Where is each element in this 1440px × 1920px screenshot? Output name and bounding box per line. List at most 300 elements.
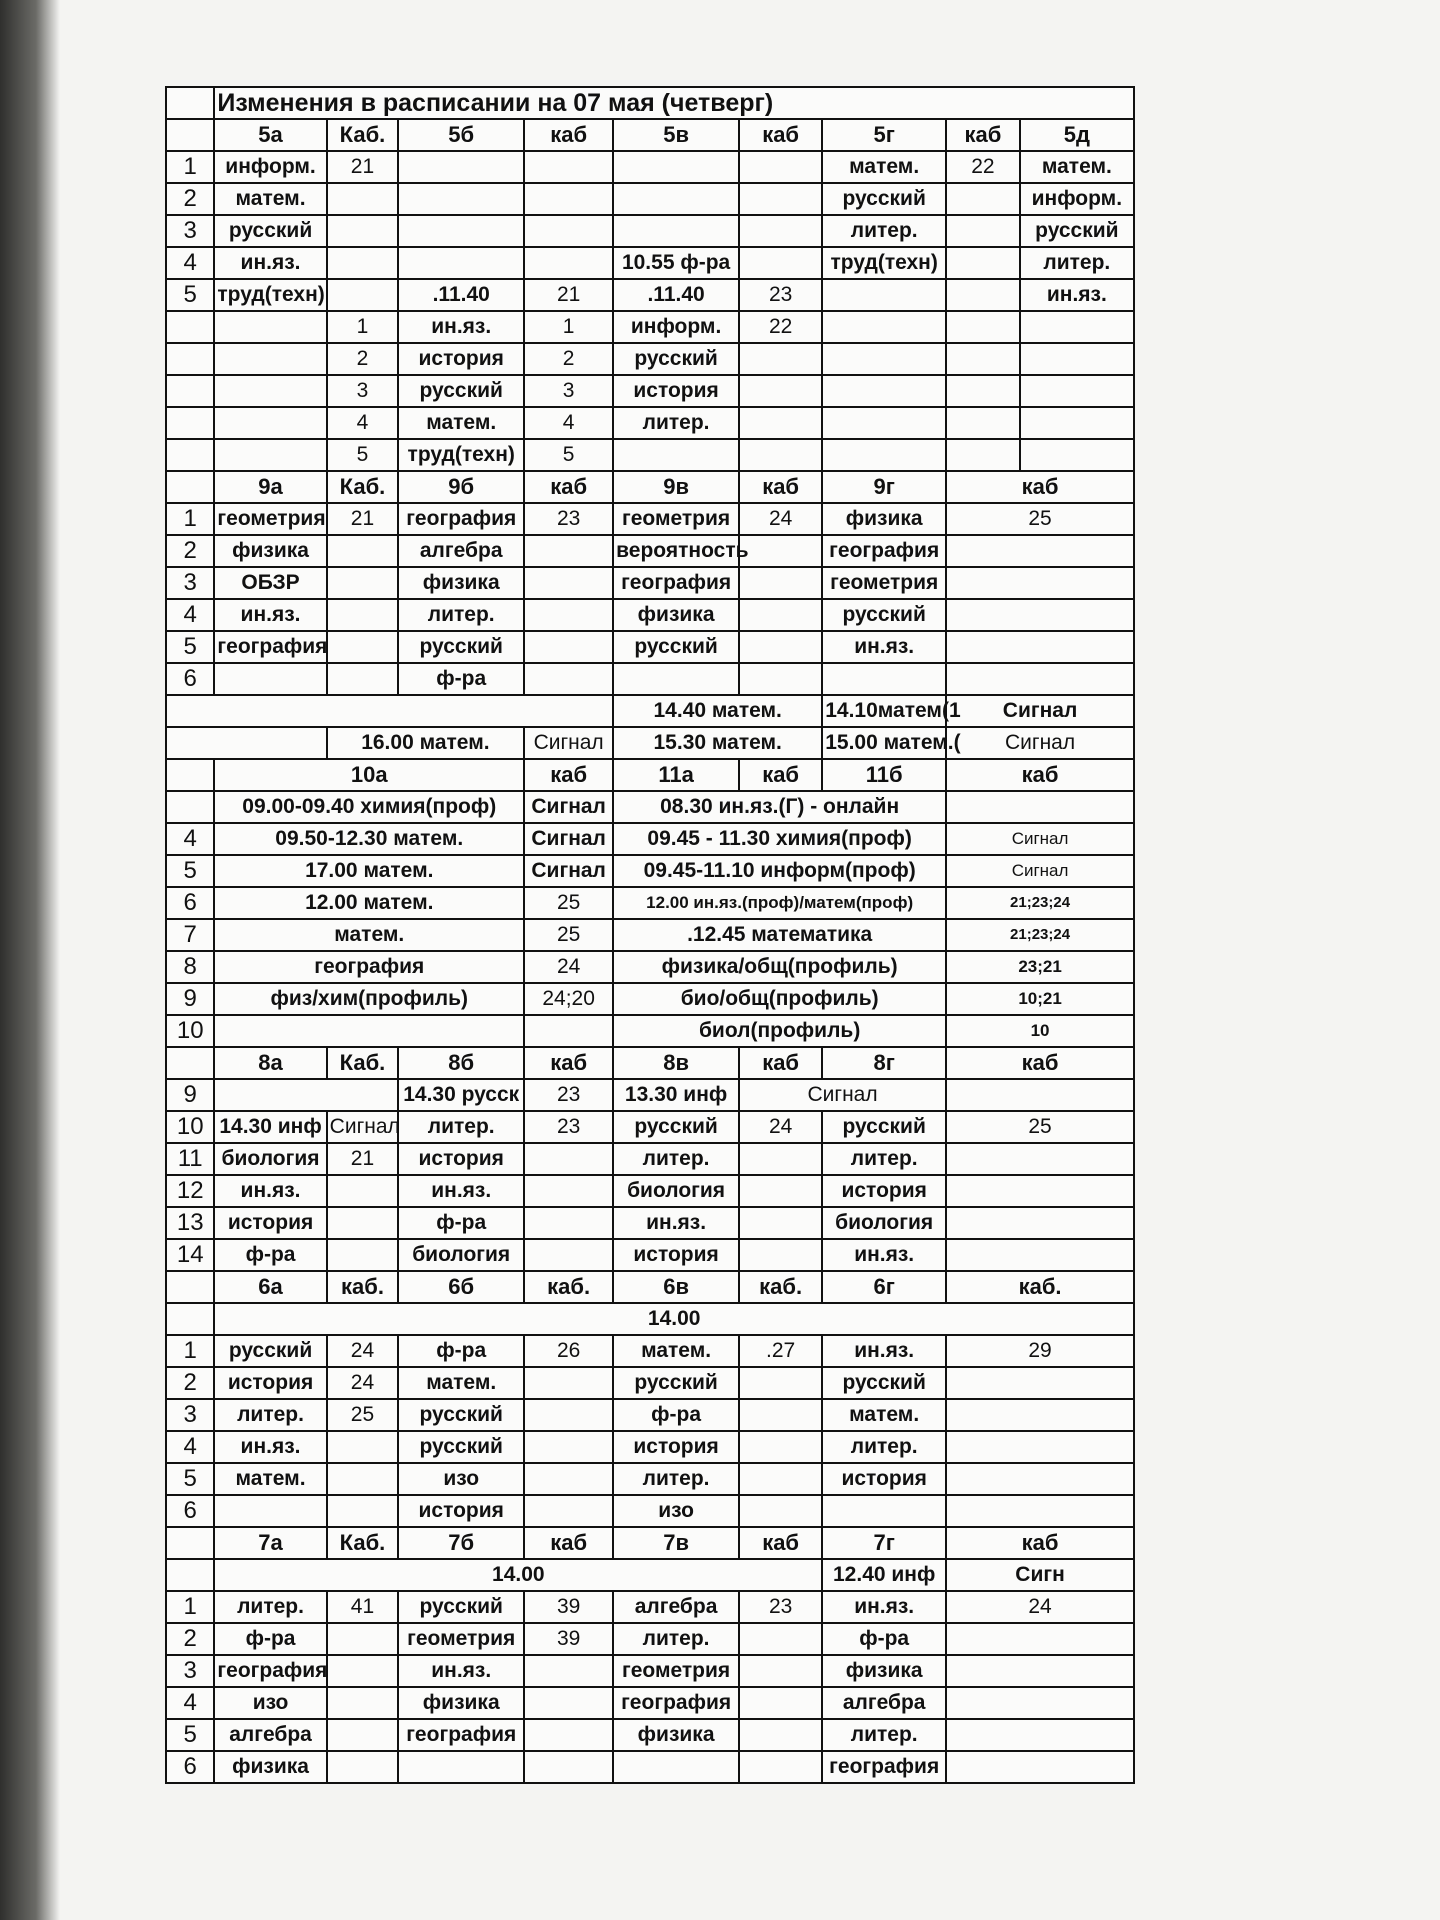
table-cell (946, 343, 1020, 375)
table-cell (327, 663, 399, 695)
table-cell: ин.яз. (398, 1175, 524, 1207)
table-cell (327, 215, 399, 247)
start-time: 14.00 (214, 1303, 1134, 1335)
lesson-row (166, 1399, 1134, 1431)
table-cell (946, 407, 1020, 439)
table-cell (946, 1495, 1134, 1527)
table-cell: литер. (613, 1463, 739, 1495)
header-row-5 (166, 119, 1134, 151)
table-cell: труд(техн) (398, 439, 524, 471)
table-cell: русский (398, 631, 524, 663)
table-cell: литер. (398, 599, 524, 631)
lesson-row (166, 215, 1134, 247)
table-cell (946, 1399, 1134, 1431)
table-cell: алгебра (822, 1687, 946, 1719)
table-cell: география (822, 535, 946, 567)
lesson-row (166, 567, 1134, 599)
lesson-row (166, 631, 1134, 663)
column-header: 8г (822, 1047, 946, 1079)
table-cell (946, 663, 1134, 695)
table-cell (398, 151, 524, 183)
extra-row (166, 695, 1134, 727)
table-cell (946, 1687, 1134, 1719)
column-header: 6б (398, 1271, 524, 1303)
table-cell (946, 183, 1020, 215)
table-cell (946, 1367, 1134, 1399)
table-cell: история (822, 1463, 946, 1495)
table-cell: ин.яз. (822, 1239, 946, 1271)
table-cell (739, 1399, 822, 1431)
table-cell (524, 567, 613, 599)
table-cell: 1 (327, 311, 399, 343)
table-cell: история (613, 1239, 739, 1271)
table-cell (822, 407, 946, 439)
lesson-number: 1 (166, 151, 214, 183)
table-cell: физика (613, 1719, 739, 1751)
table-cell (524, 1751, 613, 1783)
table-cell: литер. (613, 407, 739, 439)
lesson-row (166, 311, 1134, 343)
column-header: каб (524, 119, 613, 151)
table-cell: литер. (822, 215, 946, 247)
column-header: каб (739, 759, 822, 791)
lesson-number: 2 (166, 183, 214, 215)
table-cell: 2 (524, 343, 613, 375)
table-cell: геометрия (822, 567, 946, 599)
table-cell (822, 311, 946, 343)
table-cell (946, 1079, 1134, 1111)
table-cell (739, 599, 822, 631)
column-header: 5д (1020, 119, 1134, 151)
column-header: каб (524, 1047, 613, 1079)
table-cell (524, 1655, 613, 1687)
lesson-number: 5 (166, 1719, 214, 1751)
table-cell (946, 247, 1020, 279)
table-cell: литер. (822, 1719, 946, 1751)
table-cell: 23 (524, 1079, 613, 1111)
table-cell: изо (398, 1463, 524, 1495)
table-cell: ин.яз. (822, 631, 946, 663)
table-cell: матем. (398, 407, 524, 439)
column-header: 6г (822, 1271, 946, 1303)
lesson-row (166, 247, 1134, 279)
table-cell: литер. (822, 1431, 946, 1463)
table-cell: физика/общ(профиль) (613, 951, 946, 983)
lesson-row (166, 535, 1134, 567)
table-cell (739, 183, 822, 215)
table-cell (327, 183, 399, 215)
table-cell (524, 183, 613, 215)
table-cell (946, 439, 1020, 471)
table-cell: 23 (739, 279, 822, 311)
table-cell (739, 151, 822, 183)
table-cell (946, 1719, 1134, 1751)
table-cell: 09.45 - 11.30 химия(проф) (613, 823, 946, 855)
table-cell: ин.яз. (398, 311, 524, 343)
lesson-row (166, 1175, 1134, 1207)
table-cell: ф-ра (613, 1399, 739, 1431)
paper-edge-shadow (0, 0, 60, 1920)
lesson-number (166, 375, 214, 407)
table-cell: геометрия (214, 503, 326, 535)
column-header: 7в (613, 1527, 739, 1559)
corner-cell (166, 119, 214, 151)
corner-cell (166, 1559, 214, 1591)
column-header: 8в (613, 1047, 739, 1079)
lesson-row (166, 599, 1134, 631)
table-cell: 1 (524, 311, 613, 343)
table-cell: Сигнал (946, 855, 1134, 887)
table-cell (524, 247, 613, 279)
table-cell: история (613, 375, 739, 407)
table-cell: ф-ра (214, 1623, 326, 1655)
table-cell: 5 (327, 439, 399, 471)
table-cell (327, 599, 399, 631)
table-cell (739, 1687, 822, 1719)
table-cell: русский (613, 1367, 739, 1399)
table-cell: история (398, 1495, 524, 1527)
column-header: каб (946, 1527, 1134, 1559)
table-cell (524, 535, 613, 567)
column-header: 9б (398, 471, 524, 503)
table-cell (739, 567, 822, 599)
lesson-number: 9 (166, 983, 214, 1015)
table-cell: 23 (739, 1591, 822, 1623)
lesson-number: 13 (166, 1207, 214, 1239)
table-cell: биол(профиль) (613, 1015, 946, 1047)
table-cell: физика (613, 599, 739, 631)
table-cell: матем. (822, 151, 946, 183)
table-cell: ф-ра (822, 1623, 946, 1655)
table-cell: матем. (214, 919, 524, 951)
table-cell: геометрия (398, 1623, 524, 1655)
lesson-number: 5 (166, 631, 214, 663)
table-cell: .11.40 (613, 279, 739, 311)
table-cell (739, 1239, 822, 1271)
column-header: 5г (822, 119, 946, 151)
table-cell: русский (613, 343, 739, 375)
lesson-row (166, 279, 1134, 311)
table-cell: информ. (214, 151, 326, 183)
lesson-row (166, 1591, 1134, 1623)
time-row (166, 1559, 1134, 1591)
table-cell: ин.яз. (398, 1655, 524, 1687)
table-cell (739, 1623, 822, 1655)
table-cell (739, 1143, 822, 1175)
lesson-row (166, 1207, 1134, 1239)
table-cell: Сигнал (524, 823, 613, 855)
table-cell (739, 1655, 822, 1687)
table-cell: русский (398, 375, 524, 407)
table-cell: биология (822, 1207, 946, 1239)
lesson-number (166, 311, 214, 343)
table-cell (946, 1623, 1134, 1655)
table-cell (327, 1431, 399, 1463)
lesson-number (166, 343, 214, 375)
table-cell: 08.30 ин.яз.(Г) - онлайн (613, 791, 946, 823)
table-cell (822, 1495, 946, 1527)
table-cell (214, 343, 326, 375)
table-cell: 21 (327, 151, 399, 183)
lesson-number (166, 791, 214, 823)
lesson-number: 2 (166, 1367, 214, 1399)
table-cell: 25 (946, 503, 1134, 535)
corner-cell (166, 1047, 214, 1079)
table-cell: матем. (613, 1335, 739, 1367)
table-cell (1020, 439, 1134, 471)
table-cell (524, 1367, 613, 1399)
table-cell: ф-ра (398, 663, 524, 695)
table-cell: география (214, 631, 326, 663)
table-cell: Сигнал (946, 823, 1134, 855)
table-cell (946, 1239, 1134, 1271)
table-cell: русский (613, 631, 739, 663)
lesson-number: 1 (166, 1335, 214, 1367)
table-cell (739, 1207, 822, 1239)
table-cell: 10 (946, 1015, 1134, 1047)
lesson-row (166, 343, 1134, 375)
table-cell (214, 1015, 524, 1047)
table-cell: география (398, 1719, 524, 1751)
corner-cell (166, 1303, 214, 1335)
table-cell: 24 (946, 1591, 1134, 1623)
table-cell: 12.00 ин.яз.(проф)/матем(проф) (613, 887, 946, 919)
table-cell: ф-ра (398, 1207, 524, 1239)
table-cell: ин.яз. (613, 1207, 739, 1239)
table-cell (1020, 343, 1134, 375)
table-cell (946, 631, 1134, 663)
table-cell: 25 (524, 887, 613, 919)
table-cell (946, 1175, 1134, 1207)
table-cell (739, 663, 822, 695)
table-cell (524, 1431, 613, 1463)
table-cell (327, 1655, 399, 1687)
table-cell: 14.30 русск (398, 1079, 524, 1111)
column-header: каб. (524, 1271, 613, 1303)
lesson-number: 3 (166, 1655, 214, 1687)
table-cell (739, 1463, 822, 1495)
corner-cell (166, 471, 214, 503)
table-cell: 15.30 матем. (613, 727, 822, 759)
table-cell: история (822, 1175, 946, 1207)
table-cell: ин.яз. (1020, 279, 1134, 311)
table-cell: 12.00 матем. (214, 887, 524, 919)
lesson-number: 11 (166, 1143, 214, 1175)
table-cell: 24 (739, 1111, 822, 1143)
table-cell: ин.яз. (214, 599, 326, 631)
table-cell: 23;21 (946, 951, 1134, 983)
table-cell (327, 1623, 399, 1655)
table-cell (739, 343, 822, 375)
table-cell (739, 631, 822, 663)
table-cell: 39 (524, 1591, 613, 1623)
column-header: 8б (398, 1047, 524, 1079)
lesson-row (166, 1751, 1134, 1783)
lesson-row (166, 951, 1134, 983)
schedule-sheet (165, 86, 1135, 1784)
table-cell: русский (822, 1111, 946, 1143)
table-cell (398, 1751, 524, 1783)
table-cell (524, 1399, 613, 1431)
table-cell: 3 (524, 375, 613, 407)
table-cell (822, 439, 946, 471)
column-header: 11б (822, 759, 946, 791)
table-cell: литер. (214, 1399, 326, 1431)
table-cell (214, 663, 326, 695)
table-cell (946, 1655, 1134, 1687)
column-header: каб (739, 119, 822, 151)
table-cell: ф-ра (398, 1335, 524, 1367)
table-cell (524, 599, 613, 631)
column-header: 5б (398, 119, 524, 151)
table-cell: физика (214, 1751, 326, 1783)
table-cell: Сигнал (524, 727, 613, 759)
table-cell: литер. (1020, 247, 1134, 279)
table-cell (946, 1431, 1134, 1463)
table-cell: 4 (327, 407, 399, 439)
table-cell (739, 1367, 822, 1399)
lesson-row (166, 1431, 1134, 1463)
lesson-number: 4 (166, 1431, 214, 1463)
lesson-row (166, 1655, 1134, 1687)
table-cell: 22 (739, 311, 822, 343)
table-cell (613, 215, 739, 247)
lesson-row (166, 151, 1134, 183)
table-cell: .11.40 (398, 279, 524, 311)
column-header: 6в (613, 1271, 739, 1303)
column-header: 7а (214, 1527, 326, 1559)
lesson-number: 6 (166, 1751, 214, 1783)
table-cell (739, 215, 822, 247)
table-cell: 09.50-12.30 матем. (214, 823, 524, 855)
table-cell: литер. (214, 1591, 326, 1623)
table-cell (166, 727, 327, 759)
column-header: каб (946, 119, 1020, 151)
lesson-row (166, 1015, 1134, 1047)
table-cell: история (214, 1207, 326, 1239)
table-cell (398, 183, 524, 215)
table-cell: ин.яз. (214, 247, 326, 279)
table-cell: ин.яз. (822, 1591, 946, 1623)
table-cell: русский (822, 1367, 946, 1399)
table-cell (946, 1207, 1134, 1239)
table-cell: 10.55 ф-ра (613, 247, 739, 279)
table-cell: 39 (524, 1623, 613, 1655)
table-cell: 09.00-09.40 химия(проф) (214, 791, 524, 823)
table-cell (946, 311, 1020, 343)
lesson-row (166, 1335, 1134, 1367)
table-cell: география (613, 1687, 739, 1719)
table-cell (214, 311, 326, 343)
table-cell (1020, 375, 1134, 407)
column-header: каб (524, 1527, 613, 1559)
table-cell (166, 695, 613, 727)
lesson-row (166, 1367, 1134, 1399)
table-cell: русский (1020, 215, 1134, 247)
table-cell (327, 1463, 399, 1495)
table-cell: изо (613, 1495, 739, 1527)
lesson-row (166, 855, 1134, 887)
table-cell: Сигнал (524, 855, 613, 887)
table-cell: 14.10матем(1 (822, 695, 946, 727)
table-cell (822, 343, 946, 375)
lesson-row (166, 183, 1134, 215)
lesson-number: 1 (166, 503, 214, 535)
column-header: каб. (327, 1271, 399, 1303)
table-cell: биология (613, 1175, 739, 1207)
table-cell: ин.яз. (214, 1431, 326, 1463)
page-title: Изменения в расписании на 07 мая (четверг) (214, 87, 1134, 119)
column-header: 11а (613, 759, 739, 791)
table-cell (739, 1495, 822, 1527)
header-row-10 (166, 759, 1134, 791)
table-cell: русский (398, 1591, 524, 1623)
table-cell (524, 1495, 613, 1527)
table-cell: русский (822, 599, 946, 631)
table-cell: география (398, 503, 524, 535)
corner-cell (166, 1271, 214, 1303)
column-header: 9г (822, 471, 946, 503)
lesson-number: 6 (166, 663, 214, 695)
table-cell (946, 1143, 1134, 1175)
start-time: 14.00 (214, 1559, 822, 1591)
lesson-number: 5 (166, 279, 214, 311)
lesson-row (166, 439, 1134, 471)
table-cell: матем. (398, 1367, 524, 1399)
table-cell (524, 1719, 613, 1751)
table-cell (327, 1175, 399, 1207)
table-cell (739, 535, 822, 567)
lesson-number: 8 (166, 951, 214, 983)
lesson-number: 5 (166, 1463, 214, 1495)
column-header: каб (524, 759, 613, 791)
table-cell: 24 (327, 1335, 399, 1367)
lesson-row (166, 663, 1134, 695)
table-cell: 41 (327, 1591, 399, 1623)
table-cell: русский (398, 1431, 524, 1463)
table-cell: 23 (524, 503, 613, 535)
column-header: каб (946, 759, 1134, 791)
table-cell: труд(техн) (214, 279, 326, 311)
table-cell (946, 535, 1134, 567)
lesson-row (166, 1463, 1134, 1495)
table-cell: физика (822, 1655, 946, 1687)
lesson-number: 10 (166, 1015, 214, 1047)
table-cell: ОБЗР (214, 567, 326, 599)
corner-cell (166, 759, 214, 791)
table-cell (398, 215, 524, 247)
lesson-number: 4 (166, 1687, 214, 1719)
table-cell (327, 1687, 399, 1719)
table-cell: 25 (524, 919, 613, 951)
table-cell (822, 375, 946, 407)
table-cell: изо (214, 1687, 326, 1719)
table-cell: .27 (739, 1335, 822, 1367)
table-cell: 16.00 матем. (327, 727, 524, 759)
table-cell (739, 1175, 822, 1207)
table-cell (946, 567, 1134, 599)
table-cell: 3 (327, 375, 399, 407)
table-cell: 21 (524, 279, 613, 311)
table-cell: Сигнал (946, 727, 1134, 759)
table-cell: 21;23;24 (946, 887, 1134, 919)
table-cell: русский (214, 215, 326, 247)
table-cell: геометрия (613, 503, 739, 535)
table-cell: матем. (214, 183, 326, 215)
table-cell (524, 1143, 613, 1175)
column-header: 5в (613, 119, 739, 151)
table-cell: ин.яз. (214, 1175, 326, 1207)
